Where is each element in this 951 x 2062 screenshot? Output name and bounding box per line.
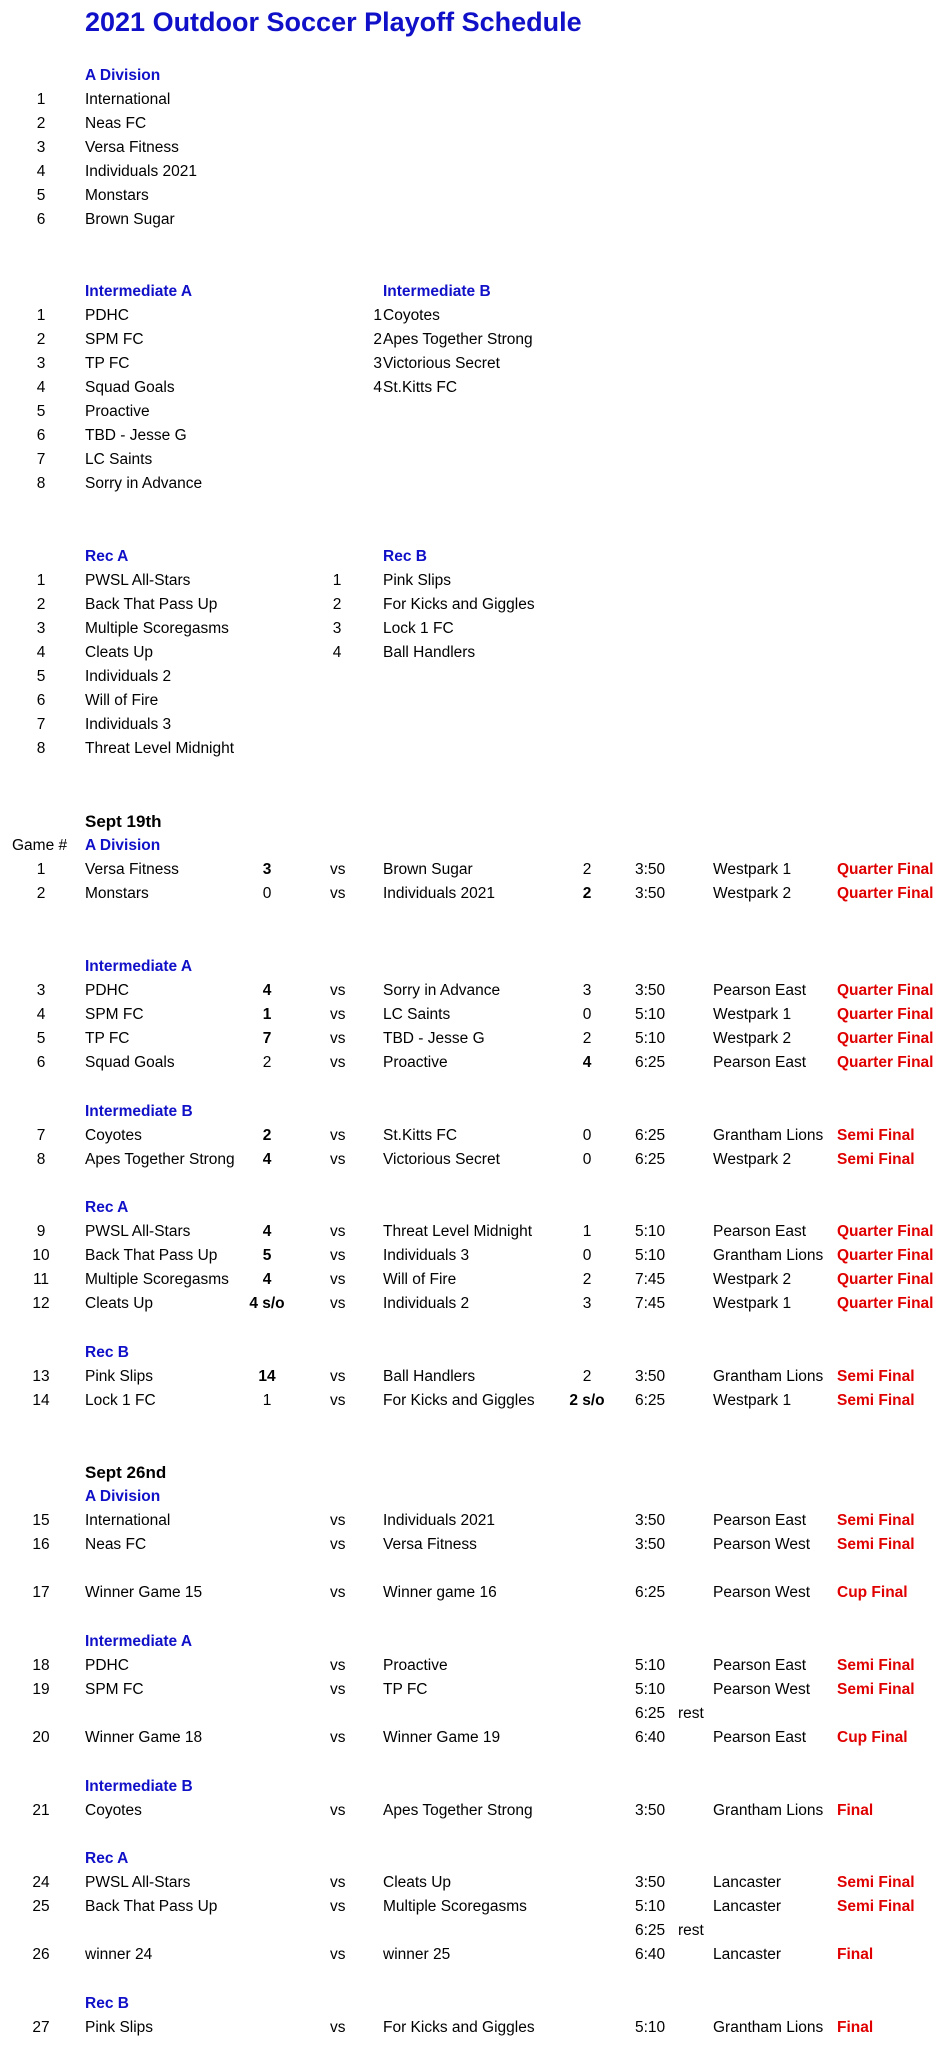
game-field: Westpark 2 xyxy=(713,1271,792,1288)
game-number: 20 xyxy=(32,1729,50,1746)
standing-rank: 1 xyxy=(36,307,46,324)
home-team: International xyxy=(85,1512,171,1529)
game-field: Grantham Lions xyxy=(713,2019,824,2036)
standing-team: Proactive xyxy=(85,403,150,420)
standing-team: Pink Slips xyxy=(383,572,452,589)
vs-label: vs xyxy=(330,1054,346,1071)
away-score: 3 xyxy=(582,982,592,999)
rest-label: rest xyxy=(678,1922,704,1939)
game-field: Pearson East xyxy=(713,1512,807,1529)
division-heading: A Division xyxy=(85,837,161,854)
away-team: Apes Together Strong xyxy=(383,1802,533,1819)
game-time: 5:10 xyxy=(635,1681,666,1698)
game-time: 5:10 xyxy=(635,1223,666,1240)
home-team: Monstars xyxy=(85,885,149,902)
game-round: Quarter Final xyxy=(837,861,934,878)
away-team: Multiple Scoregasms xyxy=(383,1898,527,1915)
division-heading: Rec B xyxy=(383,548,427,565)
home-score: 2 xyxy=(262,1054,272,1071)
standing-rank: 3 xyxy=(36,355,46,372)
game-time: 3:50 xyxy=(635,885,666,902)
away-score: 0 xyxy=(582,1151,592,1168)
standing-team: SPM FC xyxy=(85,331,144,348)
game-number: 15 xyxy=(32,1512,50,1529)
game-round: Quarter Final xyxy=(837,1247,934,1264)
home-team: PDHC xyxy=(85,1657,129,1674)
standing-team: International xyxy=(85,91,171,108)
game-field: Grantham Lions xyxy=(713,1368,824,1385)
game-round: Quarter Final xyxy=(837,982,934,999)
standing-rank: 5 xyxy=(36,403,46,420)
away-score: 2 xyxy=(582,1368,592,1385)
game-round: Semi Final xyxy=(837,1127,915,1144)
standing-rank: 2 xyxy=(36,596,46,613)
standing-team: Cleats Up xyxy=(85,644,154,661)
home-team: Winner Game 15 xyxy=(85,1584,203,1601)
away-team: Individuals 3 xyxy=(383,1247,470,1264)
standing-rank: 3 xyxy=(36,620,46,637)
rest-label: rest xyxy=(678,1705,704,1722)
vs-label: vs xyxy=(330,1802,346,1819)
standing-team: Coyotes xyxy=(383,307,440,324)
standing-rank: 1 xyxy=(36,572,46,589)
standing-team: PDHC xyxy=(85,307,129,324)
game-round: Quarter Final xyxy=(837,1271,934,1288)
standing-rank: 1 xyxy=(332,572,342,589)
game-field: Pearson West xyxy=(713,1681,811,1698)
home-score: 0 xyxy=(262,885,272,902)
standing-rank: 2 xyxy=(332,596,342,613)
division-heading: A Division xyxy=(85,67,161,84)
standing-rank: 5 xyxy=(36,668,46,685)
standing-team: Versa Fitness xyxy=(85,139,179,156)
schedule-date: Sept 26nd xyxy=(85,1463,167,1482)
vs-label: vs xyxy=(330,1681,346,1698)
away-team: Individuals 2021 xyxy=(383,885,496,902)
standing-rank: 7 xyxy=(36,451,46,468)
away-team: Winner Game 19 xyxy=(383,1729,501,1746)
page-title: 2021 Outdoor Soccer Playoff Schedule xyxy=(85,7,582,37)
game-field: Pearson East xyxy=(713,1657,807,1674)
standing-team: TBD - Jesse G xyxy=(85,427,187,444)
game-number: 13 xyxy=(32,1368,50,1385)
vs-label: vs xyxy=(330,1512,346,1529)
division-heading: Intermediate A xyxy=(85,283,193,300)
game-number: 27 xyxy=(32,2019,50,2036)
away-team: For Kicks and Giggles xyxy=(383,2019,535,2036)
home-team: Cleats Up xyxy=(85,1295,154,1312)
game-number: 7 xyxy=(36,1127,46,1144)
away-score: 4 xyxy=(582,1054,592,1071)
division-heading: Rec B xyxy=(85,1344,129,1361)
away-score: 1 xyxy=(582,1223,592,1240)
game-time: 5:10 xyxy=(635,1657,666,1674)
game-time: 7:45 xyxy=(635,1271,666,1288)
home-team: Versa Fitness xyxy=(85,861,179,878)
home-score: 3 xyxy=(262,861,272,878)
division-heading: Rec A xyxy=(85,1199,129,1216)
away-team: Individuals 2021 xyxy=(383,1512,496,1529)
home-score: 7 xyxy=(262,1030,272,1047)
game-number: 1 xyxy=(36,861,46,878)
standing-team: Individuals 2 xyxy=(85,668,172,685)
game-time: 6:25 xyxy=(635,1392,666,1409)
away-team: Proactive xyxy=(383,1657,448,1674)
home-score: 1 xyxy=(262,1392,272,1409)
game-number: 14 xyxy=(32,1392,50,1409)
home-score: 4 xyxy=(262,982,272,999)
standing-rank: 5 xyxy=(36,187,46,204)
away-score: 3 xyxy=(582,1295,592,1312)
home-team: Back That Pass Up xyxy=(85,1247,218,1264)
standing-rank: 1 xyxy=(373,307,382,324)
standing-team: For Kicks and Giggles xyxy=(383,596,535,613)
standing-rank: 2 xyxy=(373,331,382,348)
standing-rank: 3 xyxy=(332,620,342,637)
standing-team: Monstars xyxy=(85,187,149,204)
game-round: Semi Final xyxy=(837,1657,915,1674)
away-team: winner 25 xyxy=(383,1946,451,1963)
home-team: Pink Slips xyxy=(85,2019,154,2036)
standing-team: Neas FC xyxy=(85,115,147,132)
away-team: Victorious Secret xyxy=(383,1151,500,1168)
division-heading: Intermediate B xyxy=(383,283,491,300)
rest-time: 6:25 xyxy=(635,1705,666,1722)
away-team: Brown Sugar xyxy=(383,861,473,878)
away-team: St.Kitts FC xyxy=(383,1127,458,1144)
home-score: 4 xyxy=(262,1271,272,1288)
game-round: Semi Final xyxy=(837,1368,915,1385)
vs-label: vs xyxy=(330,1874,346,1891)
vs-label: vs xyxy=(330,1127,346,1144)
game-field: Westpark 1 xyxy=(713,861,792,878)
standing-team: Apes Together Strong xyxy=(383,331,533,348)
game-time: 6:25 xyxy=(635,1127,666,1144)
home-team: Back That Pass Up xyxy=(85,1898,218,1915)
home-score: 5 xyxy=(262,1247,272,1264)
game-field: Westpark 1 xyxy=(713,1006,792,1023)
game-time: 3:50 xyxy=(635,1874,666,1891)
game-time: 5:10 xyxy=(635,2019,666,2036)
vs-label: vs xyxy=(330,2019,346,2036)
game-number: 25 xyxy=(32,1898,50,1915)
standing-team: Brown Sugar xyxy=(85,211,175,228)
home-team: Coyotes xyxy=(85,1127,142,1144)
home-team: winner 24 xyxy=(85,1946,153,1963)
away-team: Individuals 2 xyxy=(383,1295,470,1312)
vs-label: vs xyxy=(330,1030,346,1047)
away-team: Versa Fitness xyxy=(383,1536,477,1553)
game-time: 7:45 xyxy=(635,1295,666,1312)
game-field: Lancaster xyxy=(713,1874,782,1891)
game-field: Pearson East xyxy=(713,1729,807,1746)
standing-team: Victorious Secret xyxy=(383,355,500,372)
game-round: Final xyxy=(837,1946,874,1963)
game-round: Semi Final xyxy=(837,1151,915,1168)
standing-rank: 2 xyxy=(36,115,46,132)
division-heading: A Division xyxy=(85,1488,161,1505)
game-time: 3:50 xyxy=(635,1512,666,1529)
vs-label: vs xyxy=(330,1392,346,1409)
game-number: 4 xyxy=(36,1006,46,1023)
game-number: 17 xyxy=(32,1584,50,1601)
game-field: Pearson West xyxy=(713,1584,811,1601)
standing-rank: 2 xyxy=(36,331,46,348)
home-team: PWSL All-Stars xyxy=(85,1223,191,1240)
game-field: Westpark 2 xyxy=(713,1151,792,1168)
division-heading: Intermediate B xyxy=(85,1778,193,1795)
division-heading: Intermediate A xyxy=(85,958,193,975)
standing-rank: 4 xyxy=(36,644,46,661)
vs-label: vs xyxy=(330,885,346,902)
game-field: Westpark 1 xyxy=(713,1392,792,1409)
standing-rank: 1 xyxy=(36,91,46,108)
away-team: LC Saints xyxy=(383,1006,451,1023)
vs-label: vs xyxy=(330,1946,346,1963)
vs-label: vs xyxy=(330,1898,346,1915)
home-score: 4 s/o xyxy=(249,1295,285,1312)
game-round: Semi Final xyxy=(837,1536,915,1553)
standing-rank: 6 xyxy=(36,211,46,228)
game-time: 5:10 xyxy=(635,1030,666,1047)
away-team: Will of Fire xyxy=(383,1271,457,1288)
rest-time: 6:25 xyxy=(635,1922,666,1939)
game-number: 3 xyxy=(36,982,46,999)
standing-rank: 8 xyxy=(36,740,46,757)
game-round: Semi Final xyxy=(837,1512,915,1529)
game-round: Quarter Final xyxy=(837,1295,934,1312)
game-number: 21 xyxy=(32,1802,50,1819)
standing-team: Back That Pass Up xyxy=(85,596,218,613)
standing-team: Will of Fire xyxy=(85,692,159,709)
game-time: 6:40 xyxy=(635,1946,666,1963)
standing-rank: 3 xyxy=(36,139,46,156)
home-score: 4 xyxy=(262,1151,272,1168)
game-field: Lancaster xyxy=(713,1946,782,1963)
game-field: Grantham Lions xyxy=(713,1802,824,1819)
away-team: Proactive xyxy=(383,1054,448,1071)
game-field: Pearson East xyxy=(713,982,807,999)
schedule-date: Sept 19th xyxy=(85,812,162,831)
division-heading: Rec A xyxy=(85,548,129,565)
game-round: Cup Final xyxy=(837,1729,908,1746)
away-team: Threat Level Midnight xyxy=(383,1223,533,1240)
standing-team: Threat Level Midnight xyxy=(85,740,235,757)
away-team: Ball Handlers xyxy=(383,1368,476,1385)
game-round: Quarter Final xyxy=(837,1054,934,1071)
standing-team: St.Kitts FC xyxy=(383,379,458,396)
home-team: Neas FC xyxy=(85,1536,147,1553)
away-score: 2 xyxy=(582,861,592,878)
home-score: 4 xyxy=(262,1223,272,1240)
game-time: 3:50 xyxy=(635,982,666,999)
home-team: SPM FC xyxy=(85,1681,144,1698)
standing-team: PWSL All-Stars xyxy=(85,572,191,589)
game-number: 11 xyxy=(32,1271,50,1288)
standing-rank: 8 xyxy=(36,475,46,492)
vs-label: vs xyxy=(330,861,346,878)
home-team: Pink Slips xyxy=(85,1368,154,1385)
division-heading: Rec A xyxy=(85,1850,129,1867)
game-time: 3:50 xyxy=(635,1368,666,1385)
vs-label: vs xyxy=(330,1006,346,1023)
game-time: 6:25 xyxy=(635,1151,666,1168)
away-score: 0 xyxy=(582,1006,592,1023)
vs-label: vs xyxy=(330,982,346,999)
division-heading: Rec B xyxy=(85,1995,129,2012)
game-round: Semi Final xyxy=(837,1392,915,1409)
game-number: 10 xyxy=(32,1247,50,1264)
home-team: Multiple Scoregasms xyxy=(85,1271,229,1288)
game-number: 24 xyxy=(32,1874,50,1891)
standing-rank: 6 xyxy=(36,427,46,444)
home-team: TP FC xyxy=(85,1030,130,1047)
game-round: Quarter Final xyxy=(837,1030,934,1047)
standing-team: TP FC xyxy=(85,355,130,372)
standing-rank: 3 xyxy=(373,355,382,372)
away-team: Cleats Up xyxy=(383,1874,452,1891)
standing-rank: 4 xyxy=(36,379,46,396)
home-team: Apes Together Strong xyxy=(85,1151,235,1168)
home-score: 1 xyxy=(262,1006,272,1023)
standing-team: Ball Handlers xyxy=(383,644,476,661)
vs-label: vs xyxy=(330,1223,346,1240)
away-score: 0 xyxy=(582,1127,592,1144)
game-field: Pearson East xyxy=(713,1223,807,1240)
vs-label: vs xyxy=(330,1657,346,1674)
home-team: Coyotes xyxy=(85,1802,142,1819)
home-team: Lock 1 FC xyxy=(85,1392,156,1409)
game-field: Pearson West xyxy=(713,1536,811,1553)
away-score: 0 xyxy=(582,1247,592,1264)
game-field: Pearson East xyxy=(713,1054,807,1071)
game-number-header: Game # xyxy=(12,837,68,854)
game-time: 3:50 xyxy=(635,861,666,878)
game-time: 6:25 xyxy=(635,1584,666,1601)
game-time: 5:10 xyxy=(635,1006,666,1023)
standing-team: Sorry in Advance xyxy=(85,475,203,492)
game-time: 6:25 xyxy=(635,1054,666,1071)
vs-label: vs xyxy=(330,1368,346,1385)
game-round: Semi Final xyxy=(837,1898,915,1915)
game-round: Final xyxy=(837,2019,874,2036)
standing-rank: 7 xyxy=(36,716,46,733)
game-number: 2 xyxy=(36,885,46,902)
standing-team: Squad Goals xyxy=(85,379,175,396)
game-number: 9 xyxy=(36,1223,46,1240)
game-round: Final xyxy=(837,1802,874,1819)
away-score: 2 s/o xyxy=(569,1392,605,1409)
game-round: Quarter Final xyxy=(837,885,934,902)
standing-team: Multiple Scoregasms xyxy=(85,620,229,637)
division-heading: Intermediate B xyxy=(85,1103,193,1120)
standing-rank: 4 xyxy=(373,379,382,396)
home-team: Squad Goals xyxy=(85,1054,175,1071)
division-heading: Intermediate A xyxy=(85,1633,193,1650)
game-field: Grantham Lions xyxy=(713,1247,824,1264)
game-time: 5:10 xyxy=(635,1898,666,1915)
vs-label: vs xyxy=(330,1729,346,1746)
away-team: Sorry in Advance xyxy=(383,982,501,999)
game-round: Quarter Final xyxy=(837,1223,934,1240)
vs-label: vs xyxy=(330,1584,346,1601)
game-field: Lancaster xyxy=(713,1898,782,1915)
game-number: 19 xyxy=(32,1681,50,1698)
game-time: 6:40 xyxy=(635,1729,666,1746)
away-team: Winner game 16 xyxy=(383,1584,497,1601)
game-number: 5 xyxy=(36,1030,46,1047)
home-score: 2 xyxy=(262,1127,272,1144)
standing-team: LC Saints xyxy=(85,451,153,468)
vs-label: vs xyxy=(330,1247,346,1264)
game-round: Semi Final xyxy=(837,1681,915,1698)
standing-team: Individuals 2021 xyxy=(85,163,198,180)
home-score: 14 xyxy=(258,1368,276,1385)
standing-team: Lock 1 FC xyxy=(383,620,454,637)
away-team: TP FC xyxy=(383,1681,428,1698)
standing-rank: 4 xyxy=(332,644,342,661)
game-time: 5:10 xyxy=(635,1247,666,1264)
home-team: Winner Game 18 xyxy=(85,1729,203,1746)
game-number: 8 xyxy=(36,1151,46,1168)
game-number: 26 xyxy=(32,1946,50,1963)
game-time: 3:50 xyxy=(635,1536,666,1553)
game-field: Westpark 1 xyxy=(713,1295,792,1312)
game-round: Cup Final xyxy=(837,1584,908,1601)
away-score: 2 xyxy=(582,1030,592,1047)
game-number: 16 xyxy=(32,1536,50,1553)
away-team: TBD - Jesse G xyxy=(383,1030,485,1047)
game-number: 18 xyxy=(32,1657,50,1674)
standing-rank: 6 xyxy=(36,692,46,709)
away-team: For Kicks and Giggles xyxy=(383,1392,535,1409)
vs-label: vs xyxy=(330,1295,346,1312)
game-field: Westpark 2 xyxy=(713,885,792,902)
away-score: 2 xyxy=(582,885,592,902)
vs-label: vs xyxy=(330,1536,346,1553)
home-team: SPM FC xyxy=(85,1006,144,1023)
home-team: PDHC xyxy=(85,982,129,999)
standing-rank: 4 xyxy=(36,163,46,180)
home-team: PWSL All-Stars xyxy=(85,1874,191,1891)
game-number: 12 xyxy=(32,1295,50,1312)
game-field: Westpark 2 xyxy=(713,1030,792,1047)
game-round: Quarter Final xyxy=(837,1006,934,1023)
vs-label: vs xyxy=(330,1151,346,1168)
game-field: Grantham Lions xyxy=(713,1127,824,1144)
game-round: Semi Final xyxy=(837,1874,915,1891)
standing-team: Individuals 3 xyxy=(85,716,172,733)
away-score: 2 xyxy=(582,1271,592,1288)
game-number: 6 xyxy=(36,1054,46,1071)
vs-label: vs xyxy=(330,1271,346,1288)
game-time: 3:50 xyxy=(635,1802,666,1819)
